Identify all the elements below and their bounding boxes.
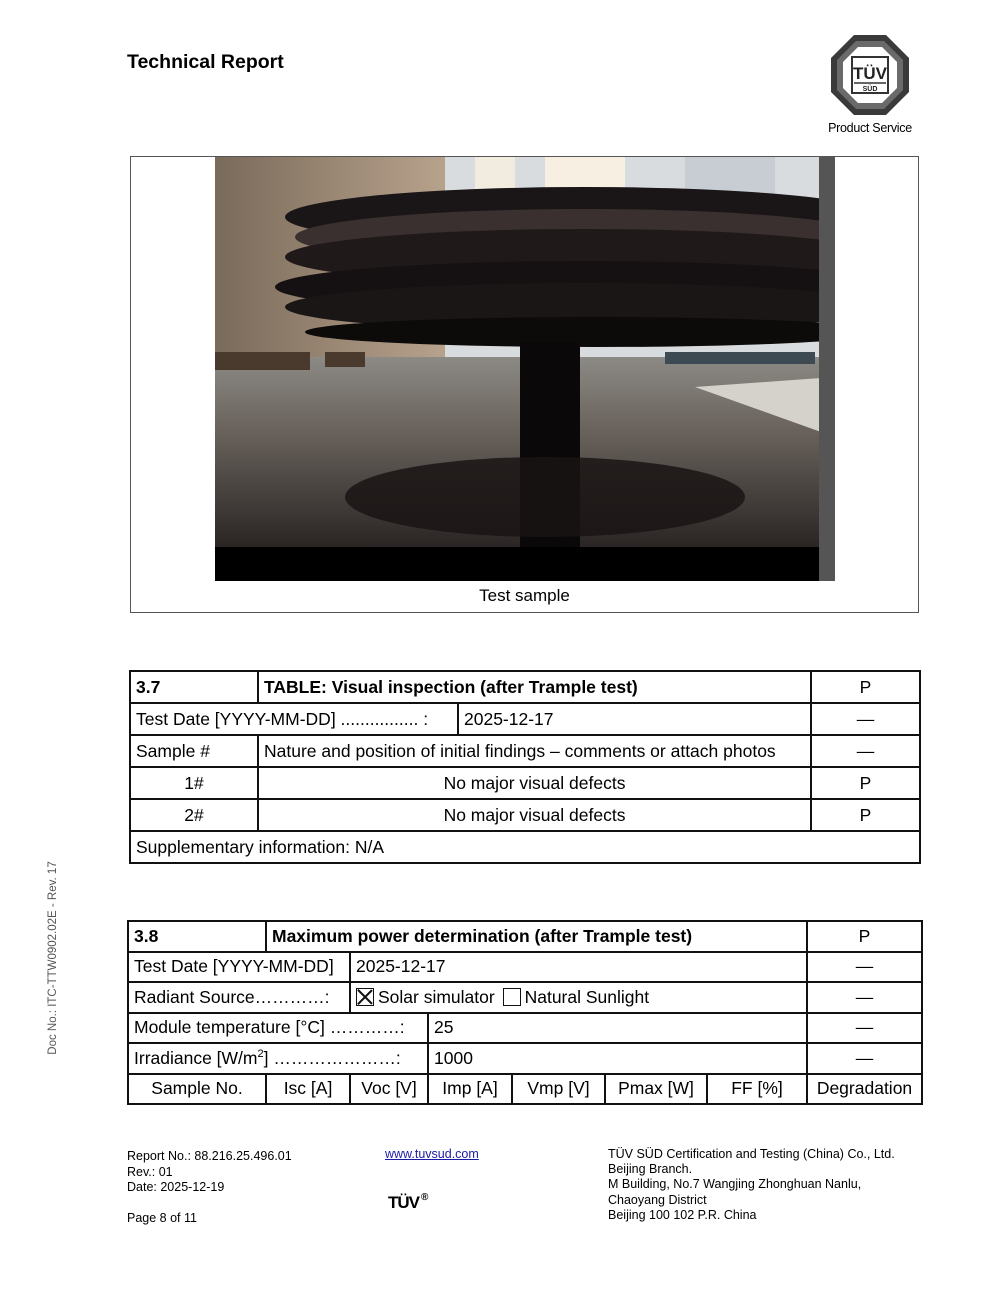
column-header: Vmp [V] [512,1074,605,1105]
photo-frame [130,156,919,613]
column-header: Sample No. [128,1074,266,1105]
address-city: Beijing 100 102 P.R. China [608,1207,757,1222]
max-power-table [127,920,923,1105]
section-title: TABLE: Visual inspection (after Trample test) [258,671,811,703]
module-temperature-value: 25 [428,1013,807,1044]
column-header: Imp [A] [428,1074,512,1105]
test-date-value: 2025-12-17 [458,703,811,735]
sample-header: Sample # [130,735,258,767]
irradiance-value: 1000 [428,1043,807,1074]
table-row [130,767,920,799]
visual-inspection-table [129,670,921,864]
tuv-octagon-icon [830,34,910,116]
module-temperature-label: Module temperature [°C] …………: [128,1013,428,1044]
section-verdict: P [811,671,920,703]
column-header: FF [%] [707,1074,807,1105]
tuv-sud-logo [820,34,920,139]
sample-id: 2# [130,799,258,831]
test-date-label: Test Date [YYYY-MM-DD] ................ : [130,703,458,735]
natural-sunlight-label: Natural Sunlight [524,986,650,1007]
solar-simulator-checkbox[interactable] [356,988,374,1006]
test-date-row [128,952,922,983]
section-number: 3.7 [130,671,258,703]
radiant-source-label: Radiant Source…………: [128,982,350,1013]
row-verdict: P [811,767,920,799]
solar-simulator-label: Solar simulator [378,986,495,1007]
test-date-value: 2025-12-17 [350,952,807,983]
column-header: Pmax [W] [605,1074,707,1105]
document-number-label: Doc No.: ITC-TTW0902.02E - Rev. 17 [47,861,59,1055]
column-header: Degradation [807,1074,922,1105]
company-address [608,1147,895,1223]
sample-id: 1# [130,767,258,799]
section-title: Maximum power determination (after Trample test) [266,921,807,952]
measurement-columns-row [128,1074,922,1105]
radiant-source-row [128,982,922,1013]
revision: Rev.: 01 [127,1164,173,1179]
radiant-source-verdict: — [807,982,922,1013]
findings-header-verdict: — [811,735,920,767]
supplementary-row [130,831,920,863]
table-row [130,799,920,831]
page-number: Page 8 of 11 [127,1210,197,1225]
logo-sub: SÜD [862,86,878,93]
report-title: Technical Report [127,51,284,73]
address-line: M Building, No.7 Wangjing Zhonghuan Nanlu, [608,1177,862,1192]
company-name: TÜV SÜD Certification and Testing (China) Co., Ltd. [608,1147,895,1161]
irradiance-row [128,1043,922,1074]
test-date-verdict: — [807,952,922,983]
column-header: Voc [V] [350,1074,428,1105]
test-date-verdict: — [811,703,920,735]
column-header-row [130,735,920,767]
registered-icon: ® [421,1192,428,1203]
logo-caption: Product Service [828,121,912,135]
section-verdict: P [807,921,922,952]
address-district: Chaoyang District [608,1192,707,1207]
column-header: Isc [A] [266,1074,350,1105]
finding: No major visual defects [258,767,811,799]
table-header-row [128,921,922,952]
footer-report-info [127,1149,292,1226]
test-sample-photo [215,157,835,581]
irradiance-label: Irradiance $[W/m^2]$ …………………: [128,1043,428,1074]
irradiance-verdict: — [807,1043,922,1074]
test-date-label: Test Date [YYYY-MM-DD] [128,952,350,983]
company-branch: Beijing Branch. [608,1162,693,1177]
test-date-row [130,703,920,735]
report-date: Date: 2025-12-19 [127,1180,225,1194]
website-link[interactable]: www.tuvsud.com [385,1147,479,1161]
row-verdict: P [811,799,920,831]
module-temperature-verdict: — [807,1013,922,1044]
radiant-source-options [350,982,807,1013]
findings-header: Nature and position of initial findings – comments or attach photos [258,735,811,767]
photo-caption: Test sample [479,586,570,605]
logo-mark: TÜV [853,64,887,83]
finding: No major visual defects [258,799,811,831]
tuv-trademark: TÜV ® [388,1192,428,1212]
module-temperature-row [128,1013,922,1044]
table-header-row [130,671,920,703]
natural-sunlight-checkbox[interactable] [503,988,521,1006]
report-number: Report No.: 88.216.25.496.01 [127,1149,292,1163]
supplementary-info: Supplementary information: N/A [130,831,920,863]
section-number: 3.8 [128,921,266,952]
